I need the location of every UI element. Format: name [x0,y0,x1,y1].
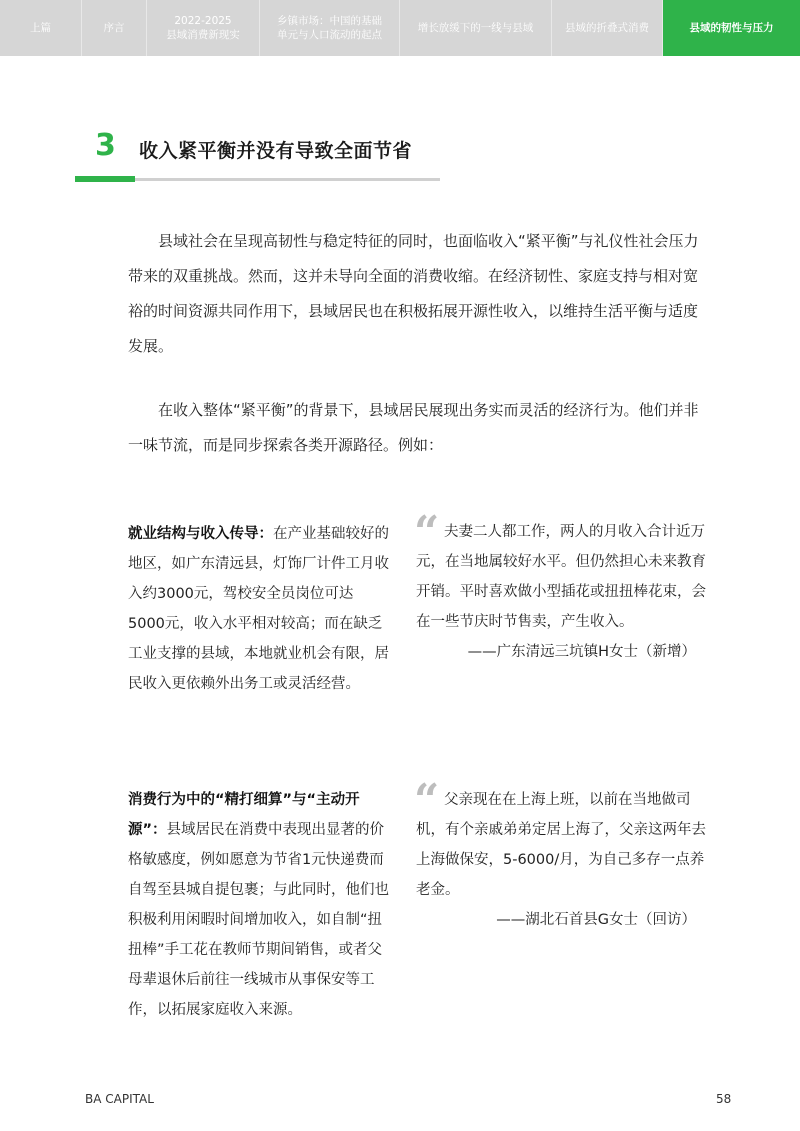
heading-rule-accent [75,176,135,182]
nav-tab-resilience-pressure[interactable]: 县域的韧性与压力 [663,0,800,56]
quote-block-2 [414,775,716,935]
intro-paragraph-1: 县域社会在呈现高韧性与稳定特征的同时，也面临收入“紧平衡”与礼仪性社会压力带来的双重挑战。然而，这并未导向全面的消费收缩。在经济韧性、家庭支持与相对宽裕的时间资源共同作用下，县域居民也在积极拓展开源性收入，以维持生活平衡与适度发展。 [128,232,699,355]
block-body: 县域居民在消费中表现出显著的价格敏感度，例如愿意为节省1元快递费而自驾至县城自提包裹；与此同时，他们也积极利用闲暇时间增加收入，如自制“扭扭棒”手工花在教师节期间销售，或者父母辈退休后前往一线城市从事保安等工作，以拓展家庭收入来源。 [128,822,389,1018]
nav-tab-county-reality[interactable]: 2022-2025 县域消费新现实 [147,0,260,56]
block-body: 在产业基础较好的地区，如广东清远县，灯饰厂计件工月收入约3000元，驾校安全员岗位可达5000元，收入水平相对较高；而在缺乏工业支撑的县域，本地就业机会有限，居民收入更依赖外出务工或灵活经营。 [128,526,389,692]
nav-tab-folded-consumption[interactable]: 县域的折叠式消费 [552,0,663,56]
quote-attribution: ——广东清远三坑镇H女士（新增） [467,644,696,660]
nav-tab-township-market[interactable]: 乡镇市场：中国的基础 单元与人口流动的起点 [260,0,400,56]
top-nav [0,0,800,56]
quote-attribution: ——湖北石首县G女士（回访） [496,912,696,928]
section-number: 3 [95,128,116,163]
section-title: 收入紧平衡并没有导致全面节省 [139,140,413,162]
quote-text: 父亲现在在上海上班，以前在当地做司机，有个亲戚弟弟定居上海了，父亲这两年去上海做保安，5-6000/月，为自己多存一点养老金。 [416,792,706,898]
footer-brand: BA CAPITAL [85,1092,154,1106]
nav-tab-growth-slowdown[interactable]: 增长放缓下的一线与县域 [400,0,552,56]
employment-income-block [128,519,390,699]
section-heading [75,128,440,184]
nav-tab-part1[interactable]: 上篇 [0,0,82,56]
intro-paragraph-2: 在收入整体“紧平衡”的背景下，县域居民展现出务实而灵活的经济行为。他们并非一味节流，而是同步探索各类开源路径。例如： [128,401,699,454]
consumption-behavior-block [128,785,390,1025]
block-heading: 消费行为中的“精打细算”与“主动开源”： [128,792,360,838]
nav-tab-preface[interactable]: 序言 [82,0,147,56]
quote-icon: “ [414,507,440,558]
page-number: 58 [716,1092,732,1106]
block-heading: 就业结构与收入传导： [128,526,273,542]
quote-text: 夫妻二人都工作，两人的月收入合计近万元，在当地属较好水平。但仍然担心未来教育开销。平时喜欢做小型插花或扭扭棒花束，会在一些节庆时节售卖，产生收入。 [416,524,706,630]
quote-icon: “ [414,775,440,826]
heading-rule [135,178,440,181]
quote-block-1 [414,507,716,667]
